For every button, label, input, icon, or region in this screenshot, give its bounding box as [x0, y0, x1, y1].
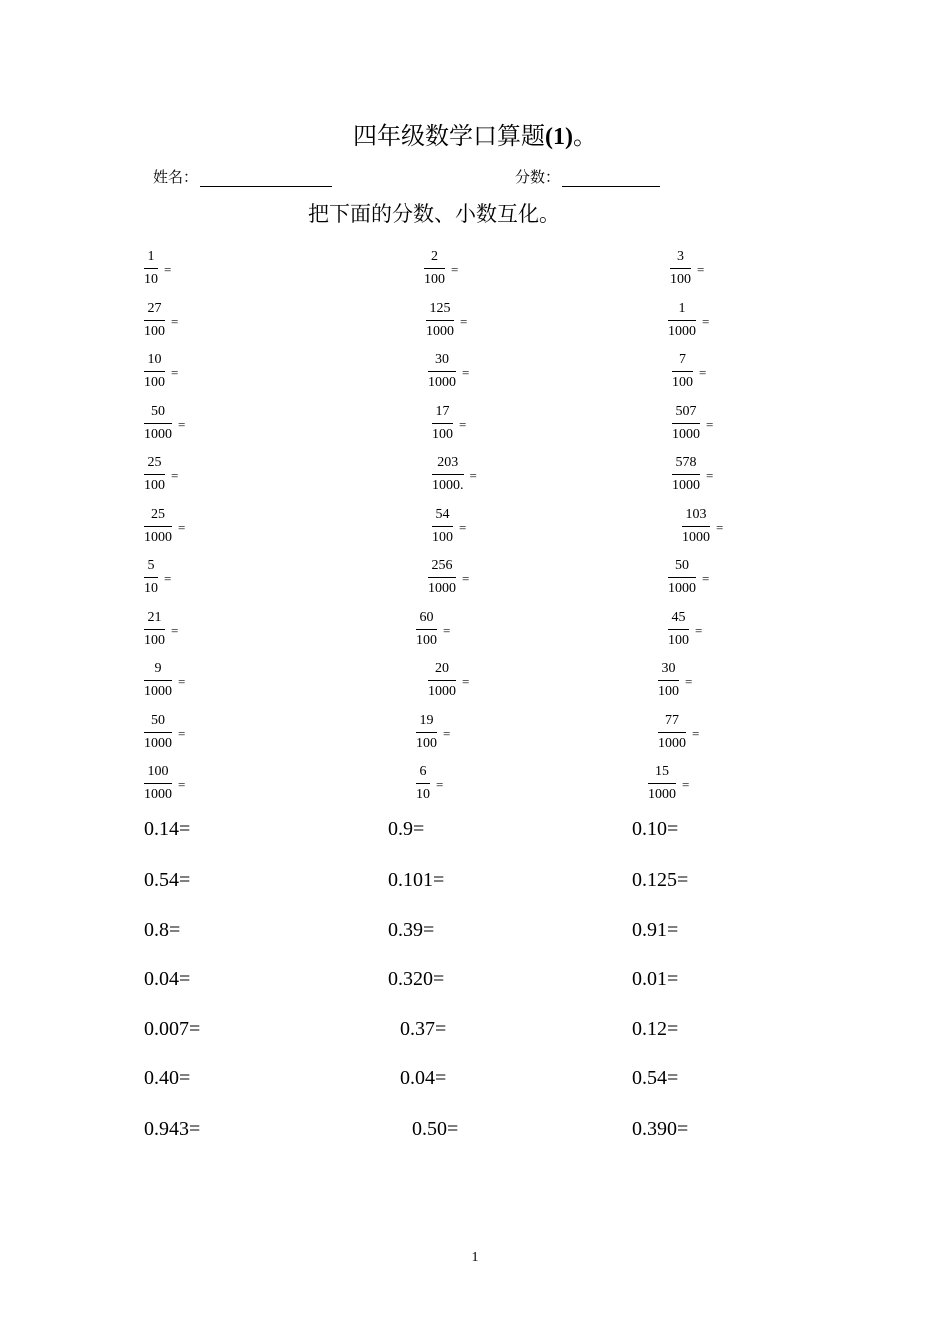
fraction-bar	[668, 577, 696, 578]
decimal-problem: 0.007=	[144, 1018, 201, 1040]
fraction	[432, 506, 466, 546]
fraction-denominator: 10	[144, 581, 158, 596]
equals-sign: =	[443, 725, 451, 741]
fraction-denominator: 1000	[428, 581, 456, 596]
fraction-stack	[432, 403, 453, 443]
score-label: 分数：	[515, 170, 561, 186]
page-title	[0, 116, 950, 151]
equals-sign: =	[692, 725, 700, 741]
fraction-denominator: 100	[432, 426, 453, 442]
equals-sign: =	[462, 571, 470, 586]
fraction-denominator: 100	[658, 684, 679, 699]
fraction-bar	[416, 732, 437, 733]
fraction-denominator: 1000	[426, 323, 454, 339]
fraction-numerator: 7	[679, 352, 686, 367]
fraction-stack	[658, 712, 686, 752]
fraction-stack	[416, 763, 430, 803]
decimal-problem: 0.91=	[632, 919, 679, 941]
equals-sign: =	[178, 416, 186, 432]
fraction-numerator: 1	[147, 249, 155, 264]
equals-sign: =	[699, 365, 707, 380]
fraction	[144, 506, 185, 546]
fraction-bar	[144, 526, 172, 527]
decimal-problem: 0.9=	[388, 818, 425, 840]
equals-sign: =	[178, 725, 186, 741]
fraction-numerator: 50	[675, 558, 689, 573]
decimal-problem: 0.54=	[632, 1067, 679, 1089]
fraction-stack	[144, 300, 165, 340]
decimal-problem: 0.101=	[388, 869, 445, 891]
fraction-stack	[144, 660, 172, 700]
decimal-problem: 0.54=	[144, 869, 191, 891]
fraction-denominator: 1000.	[432, 478, 464, 493]
fraction-stack	[144, 506, 172, 546]
fraction-denominator: 100	[144, 375, 165, 390]
fraction-numerator: 2	[431, 249, 438, 264]
fraction-denominator: 1000	[668, 323, 696, 339]
equals-sign: =	[459, 519, 467, 535]
fraction	[426, 300, 467, 340]
fraction	[668, 300, 709, 340]
fraction-bar	[658, 680, 679, 681]
equals-sign: =	[702, 571, 710, 586]
fraction-numerator: 21	[147, 609, 162, 625]
fraction-bar	[144, 680, 172, 681]
decimal-problem: 0.10=	[632, 818, 679, 840]
fraction-numerator: 60	[419, 609, 434, 625]
fraction-stack	[144, 712, 172, 752]
equals-sign: =	[171, 313, 179, 329]
equals-sign: =	[706, 468, 714, 483]
fraction-bar	[672, 474, 700, 475]
fraction-stack	[144, 403, 172, 443]
fraction-numerator: 25	[147, 455, 162, 470]
fraction-bar	[428, 680, 456, 681]
fraction	[144, 609, 178, 649]
equals-sign: =	[695, 622, 703, 638]
equals-sign: =	[164, 571, 172, 586]
fraction	[144, 248, 171, 288]
fraction-numerator: 578	[675, 455, 697, 470]
fraction-numerator: 1	[678, 300, 686, 316]
fraction-bar	[682, 526, 710, 527]
name-blank[interactable]	[200, 170, 332, 187]
fraction-stack	[144, 248, 158, 288]
fraction	[672, 454, 713, 494]
fraction	[144, 351, 178, 391]
decimal-problem: 0.01=	[632, 968, 679, 990]
fraction	[428, 557, 469, 597]
fraction-stack	[672, 351, 693, 391]
fraction	[428, 351, 469, 391]
fraction-bar	[432, 474, 464, 475]
equals-sign: =	[443, 622, 451, 638]
fraction-bar	[672, 371, 693, 372]
title-number: (1)	[545, 124, 573, 150]
fraction	[144, 454, 178, 494]
fraction-numerator: 100	[147, 764, 169, 779]
fraction-denominator: 100	[672, 375, 693, 390]
fraction-stack	[428, 557, 456, 597]
fraction	[668, 609, 702, 649]
fraction-numerator: 10	[147, 352, 162, 367]
fraction-denominator: 10	[416, 787, 430, 802]
fraction-stack	[668, 609, 689, 649]
fraction-denominator: 1000	[144, 684, 172, 699]
fraction-numerator: 30	[435, 352, 449, 367]
fraction	[658, 712, 699, 752]
fraction-stack	[432, 454, 464, 494]
fraction-stack	[672, 454, 700, 494]
fraction-bar	[672, 423, 700, 424]
decimal-problem: 0.50=	[412, 1118, 459, 1140]
fraction-bar	[428, 577, 456, 578]
fraction	[424, 248, 458, 288]
fraction-numerator: 15	[655, 764, 669, 779]
fraction-bar	[668, 320, 696, 321]
fraction	[144, 300, 178, 340]
title-text: 四年级数学口算题	[353, 124, 545, 150]
fraction	[416, 763, 443, 803]
name-label: 姓名：	[153, 170, 199, 186]
fraction-numerator: 5	[147, 558, 155, 573]
fraction-stack	[426, 300, 454, 340]
fraction-bar	[670, 268, 691, 269]
fraction-stack	[416, 609, 437, 649]
fraction	[416, 609, 450, 649]
fraction-bar	[416, 783, 430, 784]
fraction-denominator: 1000	[144, 735, 172, 751]
equals-sign: =	[178, 777, 186, 792]
fraction-denominator: 1000	[658, 735, 686, 751]
fraction-denominator: 10	[144, 272, 158, 287]
fraction-bar	[144, 577, 158, 578]
fraction	[144, 660, 185, 700]
decimal-problem: 0.04=	[400, 1067, 447, 1089]
equals-sign: =	[451, 262, 459, 277]
decimal-problem: 0.39=	[388, 919, 435, 941]
fraction-stack	[416, 712, 437, 752]
fraction-stack	[144, 609, 165, 649]
fraction-denominator: 1000	[428, 375, 456, 390]
decimal-problem: 0.125=	[632, 869, 689, 891]
fraction-stack	[682, 506, 710, 546]
decimal-problem: 0.14=	[144, 818, 191, 840]
fraction	[668, 557, 709, 597]
fraction-denominator: 1000	[682, 529, 710, 545]
fraction-bar	[668, 629, 689, 630]
fraction	[144, 403, 185, 443]
fraction-numerator: 203	[437, 455, 459, 470]
fraction-numerator: 103	[685, 506, 707, 522]
fraction-denominator: 1000	[672, 426, 700, 442]
fraction-denominator: 1000	[144, 529, 172, 545]
fraction-numerator: 125	[429, 300, 451, 316]
fraction-bar	[144, 423, 172, 424]
equals-sign: =	[716, 519, 724, 535]
fraction-numerator: 19	[419, 712, 434, 728]
fraction	[428, 660, 469, 700]
fraction-stack	[672, 403, 700, 443]
fraction-bar	[144, 371, 165, 372]
fraction-numerator: 9	[154, 661, 162, 676]
page-number: 1	[471, 1250, 479, 1265]
fraction-numerator: 25	[151, 506, 165, 522]
fraction-numerator: 3	[677, 249, 684, 264]
fraction-numerator: 50	[151, 712, 165, 728]
fraction-stack	[144, 763, 172, 803]
fraction-stack	[670, 248, 691, 288]
fraction-numerator: 50	[151, 403, 165, 419]
fraction-bar	[428, 371, 456, 372]
fraction-numerator: 77	[665, 712, 679, 728]
equals-sign: =	[178, 519, 186, 535]
fraction-bar	[432, 423, 453, 424]
fraction	[416, 712, 450, 752]
decimal-problem: 0.390=	[632, 1118, 689, 1140]
score-blank[interactable]	[562, 170, 660, 187]
fraction-bar	[426, 320, 454, 321]
equals-sign: =	[706, 416, 714, 432]
fraction-bar	[432, 526, 453, 527]
fraction-denominator: 100	[670, 272, 691, 287]
fraction-numerator: 17	[435, 403, 450, 419]
fraction-stack	[424, 248, 445, 288]
fraction	[432, 403, 466, 443]
fraction-bar	[144, 629, 165, 630]
equals-sign: =	[682, 777, 690, 792]
fraction-bar	[658, 732, 686, 733]
fraction-denominator: 1000	[668, 581, 696, 596]
fraction-stack	[144, 351, 165, 391]
fraction-numerator: 54	[435, 506, 450, 522]
fraction-bar	[144, 268, 158, 269]
decimal-problem: 0.37=	[400, 1018, 447, 1040]
fraction-bar	[424, 268, 445, 269]
fraction-bar	[648, 783, 676, 784]
fraction-numerator: 6	[419, 764, 427, 779]
fraction-denominator: 1000	[144, 426, 172, 442]
equals-sign: =	[459, 416, 467, 432]
fraction-denominator: 100	[416, 632, 437, 648]
fraction-numerator: 507	[675, 403, 697, 419]
fraction-numerator: 20	[435, 661, 449, 676]
fraction	[144, 712, 185, 752]
fraction-denominator: 1000	[672, 478, 700, 493]
fraction-stack	[658, 660, 679, 700]
equals-sign: =	[462, 365, 470, 380]
fraction-bar	[144, 732, 172, 733]
fraction-denominator: 100	[144, 478, 165, 493]
name-field	[153, 166, 332, 187]
equals-sign: =	[178, 674, 186, 689]
fraction-denominator: 1000	[648, 787, 676, 802]
fraction-numerator: 27	[147, 300, 162, 316]
fraction-numerator: 256	[431, 558, 453, 573]
fraction-stack	[144, 454, 165, 494]
fraction	[144, 557, 171, 597]
equals-sign: =	[702, 313, 710, 329]
fraction	[648, 763, 689, 803]
fraction	[432, 454, 477, 494]
decimal-problem: 0.12=	[632, 1018, 679, 1040]
equals-sign: =	[469, 468, 477, 483]
fraction-denominator: 100	[424, 272, 445, 287]
equals-sign: =	[171, 622, 179, 638]
instructions: 把下面的分数、小数互化。	[308, 202, 560, 226]
equals-sign: =	[164, 262, 172, 277]
fraction-numerator: 45	[671, 609, 686, 625]
fraction-denominator: 100	[432, 529, 453, 545]
fraction-bar	[416, 629, 437, 630]
fraction-stack	[668, 300, 696, 340]
decimal-problem: 0.8=	[144, 919, 181, 941]
fraction	[682, 506, 723, 546]
decimal-problem: 0.943=	[144, 1118, 201, 1140]
fraction-stack	[432, 506, 453, 546]
equals-sign: =	[436, 777, 444, 792]
fraction	[670, 248, 704, 288]
equals-sign: =	[171, 365, 179, 380]
equals-sign: =	[171, 468, 179, 483]
fraction	[658, 660, 692, 700]
fraction-denominator: 1000	[428, 684, 456, 699]
fraction-stack	[428, 660, 456, 700]
fraction-denominator: 100	[144, 323, 165, 339]
fraction-bar	[144, 783, 172, 784]
fraction-stack	[648, 763, 676, 803]
score-field	[515, 166, 660, 187]
fraction-denominator: 1000	[144, 787, 172, 802]
title-tail: 。	[572, 124, 597, 150]
fraction-denominator: 100	[144, 632, 165, 648]
fraction-denominator: 100	[668, 632, 689, 648]
fraction-stack	[144, 557, 158, 597]
equals-sign: =	[462, 674, 470, 689]
decimal-problem: 0.04=	[144, 968, 191, 990]
fraction	[672, 403, 713, 443]
fraction-stack	[668, 557, 696, 597]
fraction-denominator: 100	[416, 735, 437, 751]
fraction	[672, 351, 706, 391]
fraction-bar	[144, 474, 165, 475]
decimal-problem: 0.320=	[388, 968, 445, 990]
fraction-stack	[428, 351, 456, 391]
equals-sign: =	[685, 674, 693, 689]
decimal-problem: 0.40=	[144, 1067, 191, 1089]
fraction-bar	[144, 320, 165, 321]
fraction-numerator: 30	[661, 661, 676, 676]
equals-sign: =	[697, 262, 705, 277]
fraction	[144, 763, 185, 803]
equals-sign: =	[460, 313, 468, 329]
